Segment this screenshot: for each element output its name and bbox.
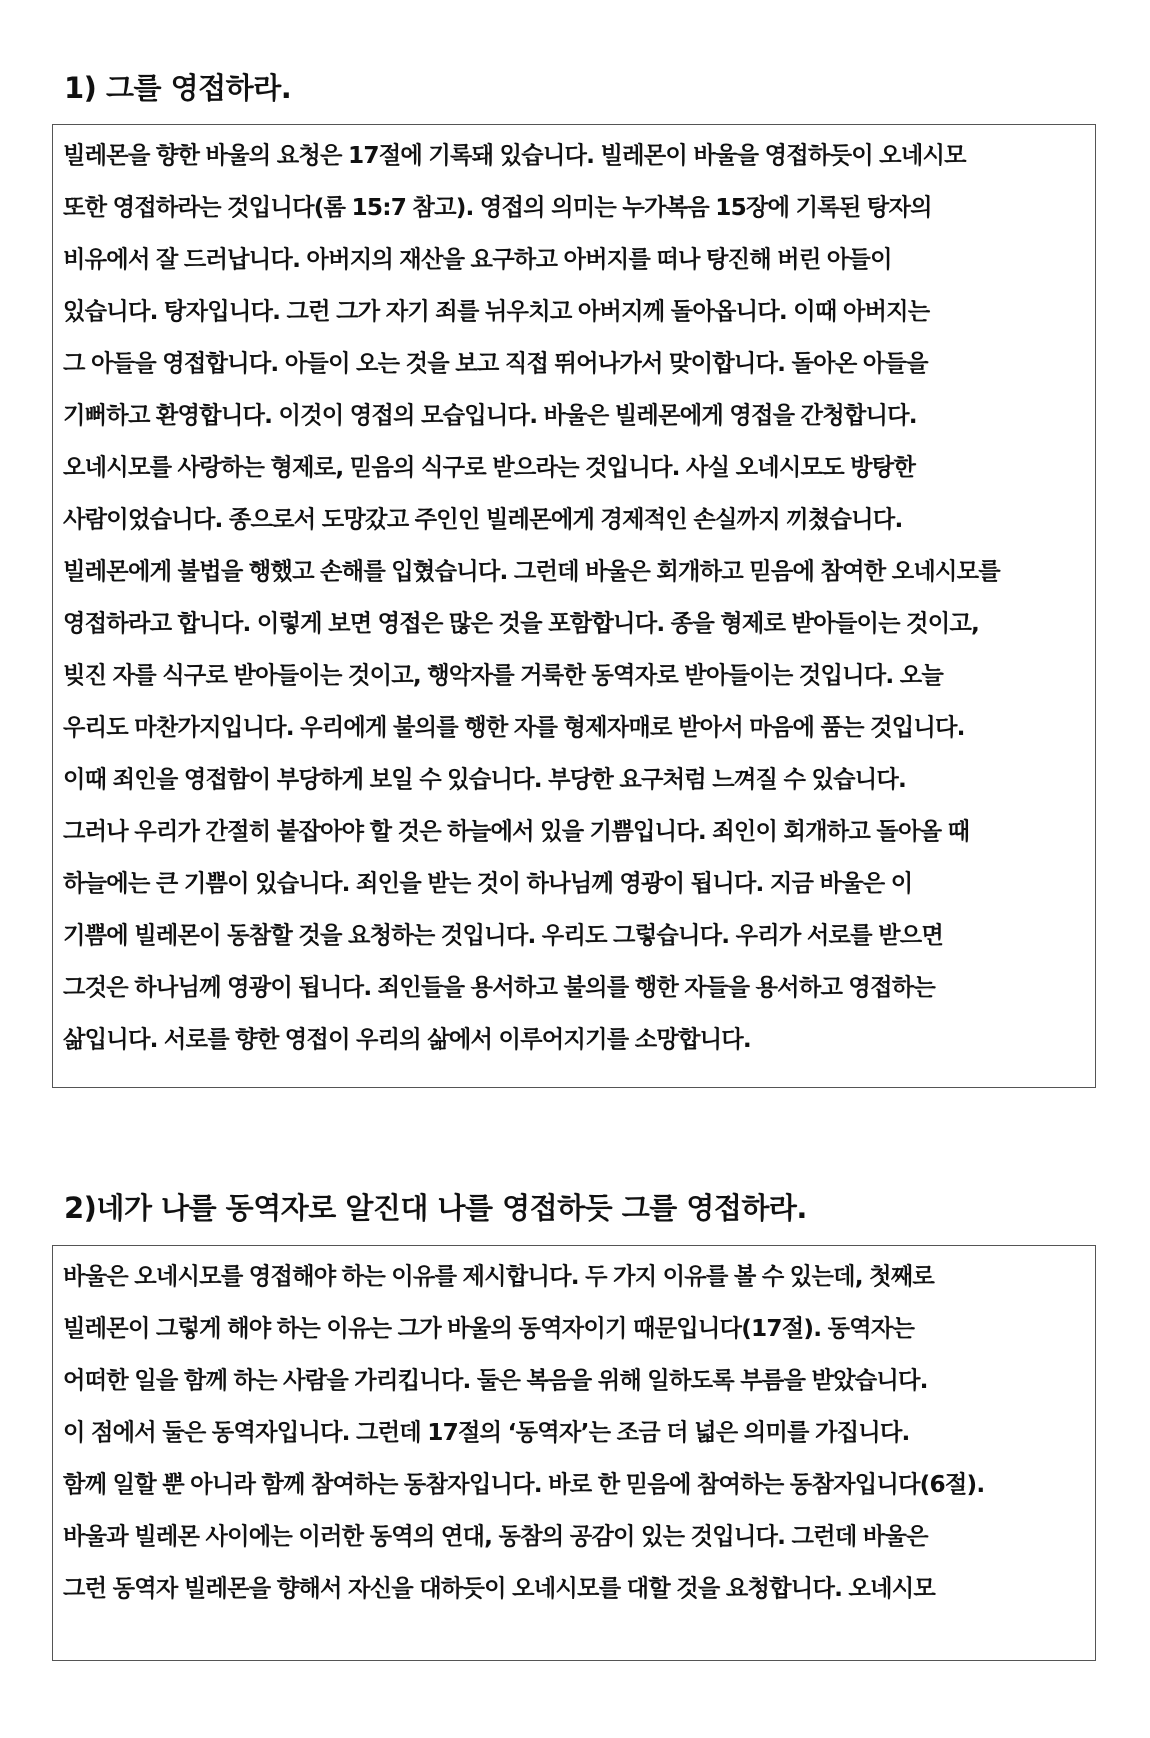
paragraph-line: 그러나 우리가 간절히 붙잡아야 할 것은 하늘에서 있을 기쁨입니다. 죄인이 회개하고 돌아올 때: [63, 817, 970, 845]
paragraph-line: 빌레몬에게 불법을 행했고 손해를 입혔습니다. 그런데 바울은 회개하고 믿음에 참여한 오네시모를: [63, 557, 1000, 585]
paragraph-line: 영접하라고 합니다. 이렇게 보면 영접은 많은 것을 포함합니다. 종을 형제로 받아들이는 것이고,: [63, 609, 980, 637]
paragraph-line: 바울과 빌레몬 사이에는 이러한 동역의 연대, 동참의 공감이 있는 것입니다. 그런데 바울은: [63, 1522, 928, 1550]
paragraph-line: 빌레몬이 그렇게 해야 하는 이유는 그가 바울의 동역자이기 때문입니다(17절). 동역자는: [63, 1314, 915, 1342]
paragraph-line: 이때 죄인을 영접함이 부당하게 보일 수 있습니다. 부당한 요구처럼 느껴질 수 있습니다.: [63, 765, 907, 793]
section-2-text-box: [52, 1245, 1096, 1661]
paragraph-line: 어떠한 일을 함께 하는 사람을 가리킵니다. 둘은 복음을 위해 일하도록 부름을 받았습니다.: [63, 1366, 928, 1394]
section-1-text-box: [52, 124, 1096, 1088]
paragraph-line: 바울은 오네시모를 영접해야 하는 이유를 제시합니다. 두 가지 이유를 볼 수 있는데, 첫째로: [63, 1262, 935, 1290]
paragraph-line: 기뻐하고 환영합니다. 이것이 영접의 모습입니다. 바울은 빌레몬에게 영접을 간청합니다.: [63, 401, 917, 429]
paragraph-line: 사람이었습니다. 종으로서 도망갔고 주인인 빌레몬에게 경제적인 손실까지 끼쳤습니다.: [63, 505, 903, 533]
paragraph-line: 빚진 자를 식구로 받아들이는 것이고, 행악자를 거룩한 동역자로 받아들이는 것입니다. 오늘: [63, 661, 944, 689]
paragraph-line: 그런 동역자 빌레몬을 향해서 자신을 대하듯이 오네시모를 대할 것을 요청합니다. 오네시모: [63, 1574, 936, 1602]
paragraph-line: 빌레몬을 향한 바울의 요청은 17절에 기록돼 있습니다. 빌레몬이 바울을 영접하듯이 오네시모: [63, 141, 966, 169]
section-1-heading: 1) 그를 영접하라.: [64, 71, 292, 105]
paragraph-line: 이 점에서 둘은 동역자입니다. 그런데 17절의 ‘동역자’는 조금 더 넓은 의미를 가집니다.: [63, 1418, 910, 1446]
paragraph-line: 기쁨에 빌레몬이 동참할 것을 요청하는 것입니다. 우리도 그렇습니다. 우리가 서로를 받으면: [63, 921, 944, 949]
paragraph-line: 또한 영접하라는 것입니다(롬 15:7 참고). 영접의 의미는 누가복음 15장에 기록된 탕자의: [63, 193, 932, 221]
paragraph-line: 삶입니다. 서로를 향한 영접이 우리의 삶에서 이루어지기를 소망합니다.: [63, 1025, 751, 1053]
paragraph-line: 그 아들을 영접합니다. 아들이 오는 것을 보고 직접 뛰어나가서 맞이합니다. 돌아온 아들을: [63, 349, 928, 377]
paragraph-line: 하늘에는 큰 기쁨이 있습니다. 죄인을 받는 것이 하나님께 영광이 됩니다. 지금 바울은 이: [63, 869, 913, 897]
paragraph-line: 오네시모를 사랑하는 형제로, 믿음의 식구로 받으라는 것입니다. 사실 오네시모도 방탕한: [63, 453, 916, 481]
paragraph-line: 우리도 마찬가지입니다. 우리에게 불의를 행한 자를 형제자매로 받아서 마음에 품는 것입니다.: [63, 713, 965, 741]
paragraph-line: 비유에서 잘 드러납니다. 아버지의 재산을 요구하고 아버지를 떠나 탕진해 버린 아들이: [63, 245, 892, 273]
paragraph-line: 있습니다. 탕자입니다. 그런 그가 자기 죄를 뉘우치고 아버지께 돌아옵니다. 이때 아버지는: [63, 297, 930, 325]
section-2-heading: 2)네가 나를 동역자로 알진대 나를 영접하듯 그를 영접하라.: [64, 1191, 807, 1225]
paragraph-line: 함께 일할 뿐 아니라 함께 참여하는 동참자입니다. 바로 한 믿음에 참여하는 동참자입니다(6절).: [63, 1470, 985, 1498]
paragraph-line: 그것은 하나님께 영광이 됩니다. 죄인들을 용서하고 불의를 행한 자들을 용서하고 영접하는: [63, 973, 936, 1001]
